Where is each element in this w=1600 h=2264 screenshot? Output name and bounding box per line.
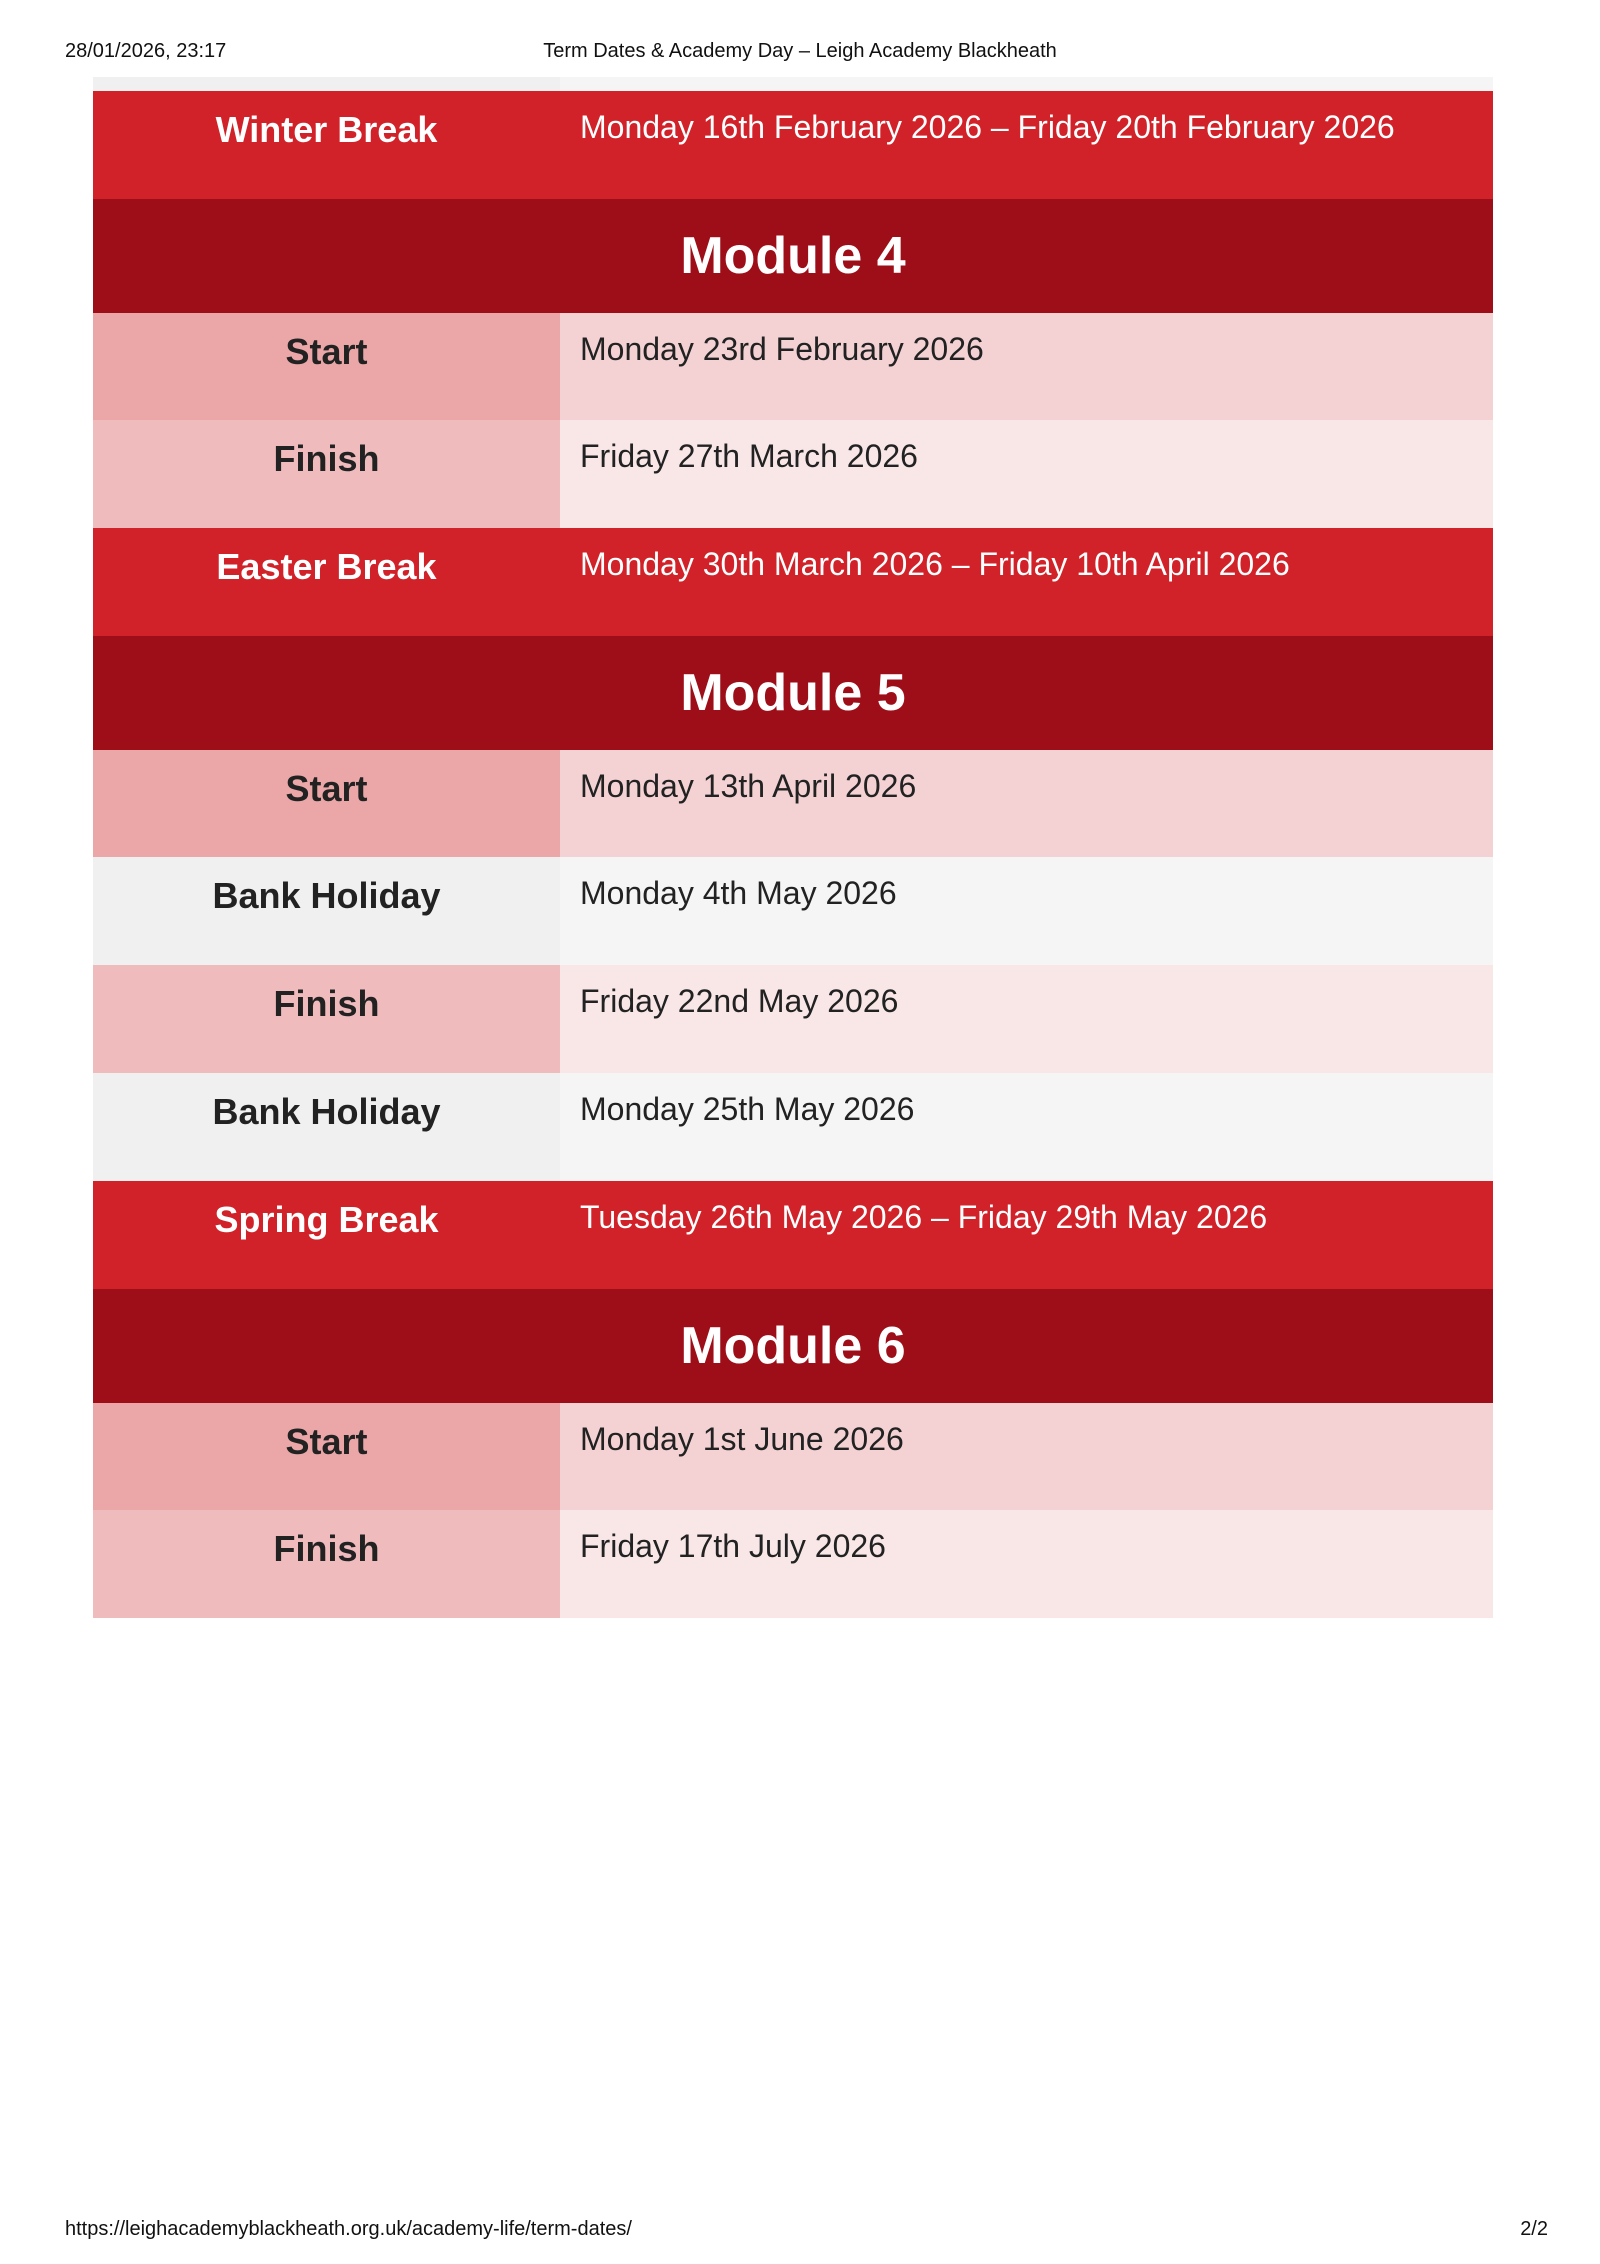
row-date: Monday 30th March 2026 – Friday 10th April 2026 [580, 546, 1290, 582]
row-date: Friday 17th July 2026 [560, 1510, 1493, 1618]
row-date: Monday 23rd February 2026 [560, 313, 1493, 420]
row-label: Finish [93, 420, 560, 528]
module-heading-row [93, 636, 1493, 750]
table-row [93, 1510, 1493, 1618]
module-heading: Module 5 [680, 664, 906, 722]
row-date: Monday 1st June 2026 [560, 1403, 1493, 1510]
table-row [93, 528, 1493, 636]
table-row [93, 1181, 1493, 1289]
table-row [93, 91, 1493, 199]
table-row-partial [93, 77, 1493, 91]
row-label: Spring Break [214, 1199, 439, 1240]
table-row [93, 420, 1493, 528]
row-label: Winter Break [215, 109, 438, 150]
module-heading: Module 6 [680, 1317, 906, 1375]
row-label: Bank Holiday [93, 857, 560, 965]
module-heading: Module 4 [680, 227, 906, 285]
print-datetime: 28/01/2026, 23:17 [65, 40, 227, 62]
row-date: Monday 13th April 2026 [560, 750, 1493, 857]
page-url: https://leighacademyblackheath.org.uk/academy-life/term-dates/ [65, 2218, 632, 2240]
module-heading-row [93, 1289, 1493, 1403]
row-date: Monday 16th February 2026 – Friday 20th February 2026 [580, 109, 1395, 145]
table-row [93, 750, 1493, 857]
row-label: Easter Break [216, 546, 437, 587]
table-row [93, 857, 1493, 965]
row-label: Start [93, 313, 560, 420]
row-date: Friday 22nd May 2026 [560, 965, 1493, 1073]
table-row [93, 1073, 1493, 1181]
page-number: 2/2 [1520, 2218, 1548, 2240]
row-label: Bank Holiday [93, 1073, 560, 1181]
row-label: Start [93, 750, 560, 857]
row-label: Finish [93, 965, 560, 1073]
row-date: Friday 27th March 2026 [560, 420, 1493, 528]
table-row [93, 1403, 1493, 1510]
row-date: Tuesday 26th May 2026 – Friday 29th May 2026 [580, 1199, 1268, 1235]
row-label: Finish [93, 1510, 560, 1618]
module-heading-row [93, 199, 1493, 313]
page-title: Term Dates & Academy Day – Leigh Academy Blackheath [543, 40, 1057, 62]
term-dates-table [93, 77, 1493, 1618]
table-row [93, 313, 1493, 420]
row-date: Monday 4th May 2026 [560, 857, 1493, 965]
row-date: Monday 25th May 2026 [560, 1073, 1493, 1181]
row-label: Start [93, 1403, 560, 1510]
table-row [93, 965, 1493, 1073]
